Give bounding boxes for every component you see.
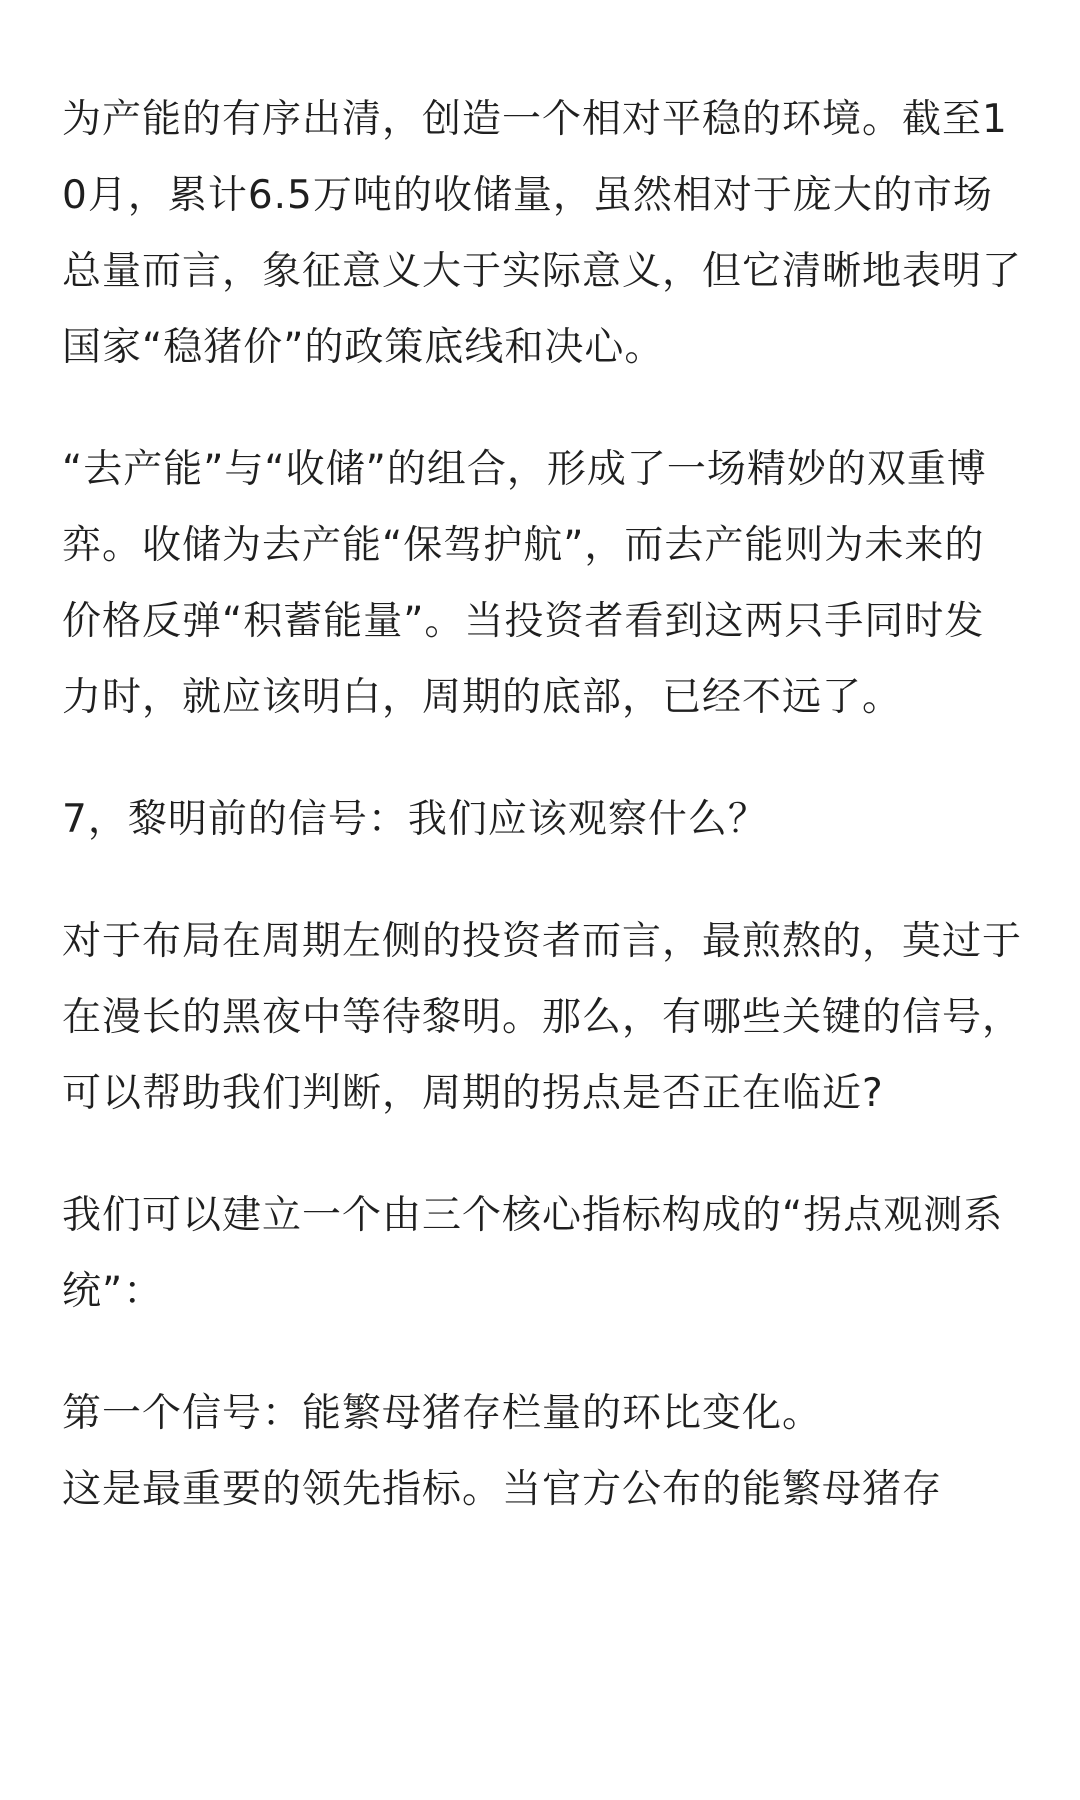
paragraph-leading-indicator: 这是最重要的领先指标。当官方公布的能繁母猪存 [62,1467,943,1512]
section-heading-signals: 7，黎明前的信号：我们应该观察什么？ [62,797,768,842]
paragraph-waiting-dawn: 对于布局在周期左侧的投资者而言，最煎熬的，莫过于在漫长的黑夜中等待黎明。那么，有哪些关键的信号，可以帮助我们判断，周期的拐点是否正在临近? [62,919,1023,1116]
signal-one-heading: 第一个信号：能繁母猪存栏量的环比变化。 [62,1391,823,1436]
paragraph-policy-storage: 为产能的有序出清，创造一个相对平稳的环境。截至10月，累计6.5万吨的收储量，虽然相对于庞大的市场总量而言，象征意义大于实际意义，但它清晰地表明了国家“稳猪价”的政策底线和决心。 [62,97,1023,370]
article-body [62,82,1022,1528]
paragraph-observation-system: 我们可以建立一个由三个核心指标构成的“拐点观测系统”： [62,1193,1004,1314]
paragraph-dual-game: “去产能”与“收储”的组合，形成了一场精妙的双重博弈。收储为去产能“保驾护航”，而去产能则为未来的价格反弹“积蓄能量”。当投资者看到这两只手同时发力时，就应该明白，周期的底部，已经不远了。 [62,447,987,720]
